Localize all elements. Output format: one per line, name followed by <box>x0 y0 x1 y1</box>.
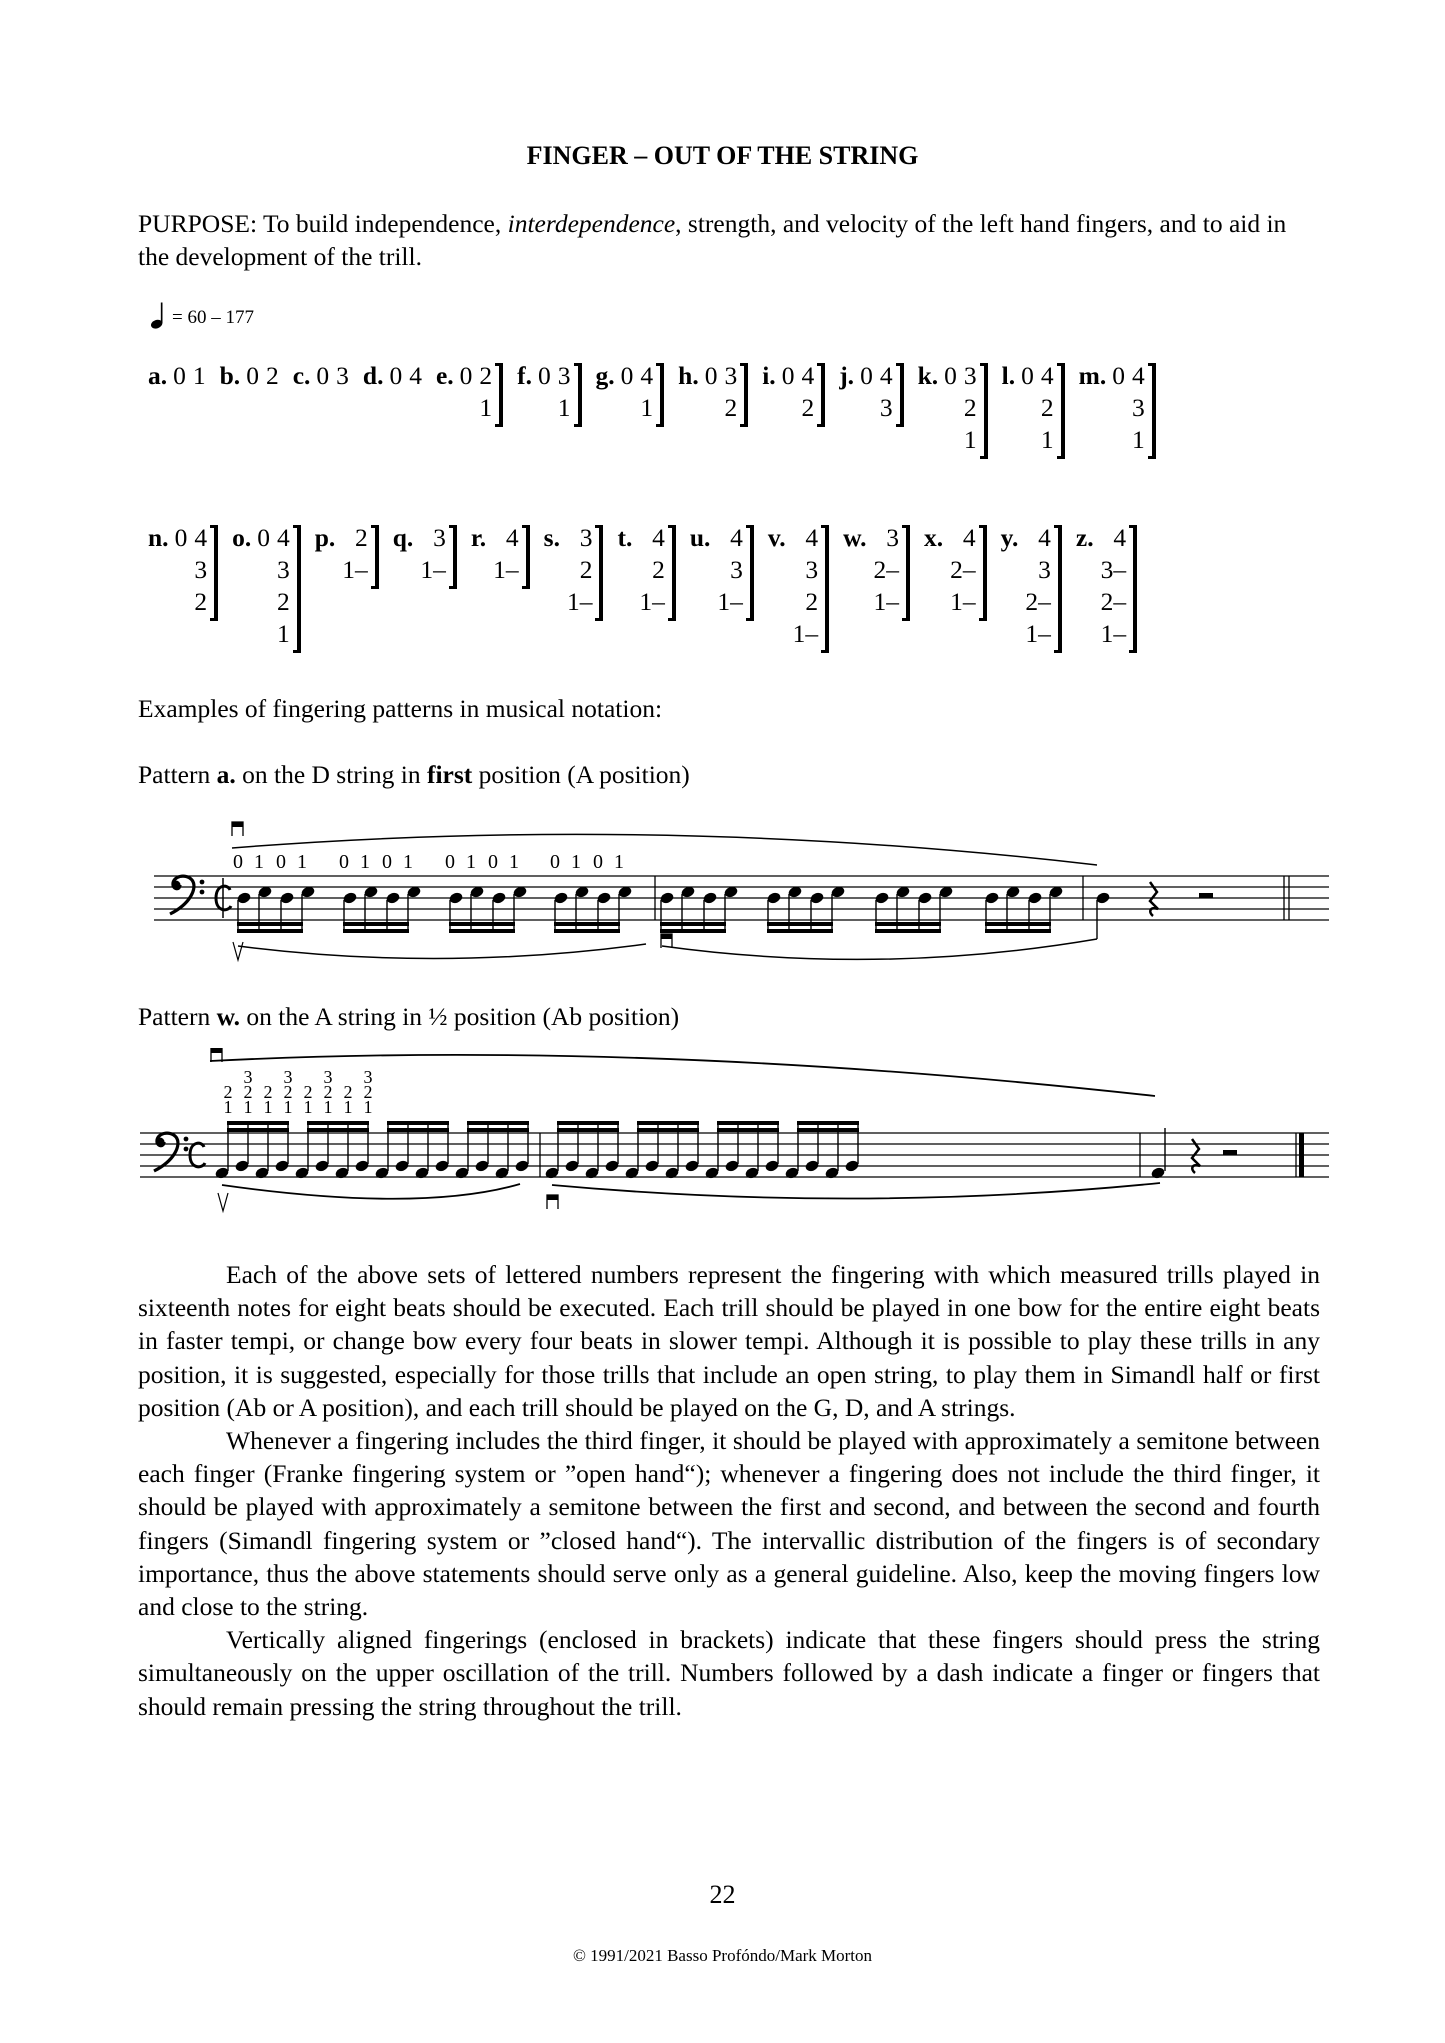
bracket-icon <box>574 363 582 427</box>
beam <box>227 1121 289 1125</box>
finger-stack <box>640 360 653 424</box>
bracket-icon <box>668 525 676 621</box>
fingering-number: 0 <box>339 851 349 873</box>
fingering-c <box>293 360 349 392</box>
open-string-number: 0 <box>944 361 957 390</box>
finger-stack <box>950 522 976 618</box>
finger-number: 1– <box>566 587 593 616</box>
fingering-j <box>839 360 903 427</box>
fingering-number: 2 <box>223 1082 233 1102</box>
fingering-label: t. <box>617 523 633 552</box>
page-title: FINGER – OUT OF THE STRING <box>526 141 919 170</box>
pattern-a-pre: Pattern <box>138 760 217 789</box>
finger-number: 1 <box>192 361 206 390</box>
finger-number: 1– <box>493 555 519 584</box>
fingering-label: l. <box>1001 361 1016 390</box>
finger-number: 4 <box>879 361 893 390</box>
finger-number: 2– <box>950 555 976 584</box>
finger-stack <box>409 360 422 392</box>
fingering-number: 1 <box>223 1097 233 1117</box>
purpose-italic: interdependence <box>507 209 676 238</box>
fingering-number: 3 <box>323 1067 333 1087</box>
bracket-icon <box>522 525 530 589</box>
finger-number: 3 <box>579 523 593 552</box>
bracket-icon <box>371 525 379 589</box>
finger-stack <box>1025 522 1051 650</box>
fingering-number: 1 <box>403 851 413 873</box>
finger-stack <box>793 522 819 650</box>
page-number: 22 <box>709 1880 736 1909</box>
down-bow-icon <box>232 822 243 836</box>
bracket-icon <box>293 525 301 653</box>
fingering-number: 1 <box>466 851 476 873</box>
open-string-number: 0 <box>173 361 186 390</box>
fingering-r <box>471 522 530 589</box>
fingering-row-1 <box>148 360 1328 459</box>
bracket-icon <box>656 363 664 427</box>
paragraph-1: Each of the above sets of lettered numbers represent the fingering with which measured trills played in sixteenth notes for eight beats should be executed. Each trill should be played in one bow for the entire eight beats in faster tempi, or change bow every four beats in slower tempi. Although it is possible to play these trills in any position, it is suggested, especially for those trills that include an open string, to play them in Simandl half or first position (Ab or A position), and each trill should be played on the G, D, and A strings. <box>138 1260 1320 1422</box>
finger-stack <box>558 360 571 424</box>
bracket-icon <box>210 525 218 621</box>
finger-number: 1– <box>639 587 665 616</box>
finger-stack <box>194 522 207 618</box>
beam <box>875 922 941 926</box>
finger-stack <box>874 522 900 618</box>
fingering-p <box>315 522 379 589</box>
finger-stack <box>1041 360 1054 456</box>
finger-number: 2 <box>724 393 738 422</box>
fingering-number: 3 <box>363 1067 373 1087</box>
up-bow-icon <box>233 942 243 960</box>
finger-stack <box>277 522 290 650</box>
finger-stack <box>193 360 206 392</box>
finger-number: 2 <box>805 587 819 616</box>
finger-number: 4 <box>640 361 654 390</box>
fingering-number: 1 <box>614 851 624 873</box>
finger-number: 3– <box>1100 555 1127 584</box>
fingering-label: e. <box>435 361 454 390</box>
finger-number: 3 <box>886 523 900 552</box>
fingering-label: y. <box>1000 523 1019 552</box>
fingering-number: 1 <box>509 851 519 873</box>
finger-number: 3 <box>1131 393 1145 422</box>
purpose-paragraph <box>138 207 1320 273</box>
finger-number: 1 <box>963 425 977 454</box>
beam <box>637 1128 699 1132</box>
fingering-number: 3 <box>243 1067 253 1087</box>
fingering-a <box>148 360 206 392</box>
beam <box>660 922 726 926</box>
open-string-number: 0 <box>174 523 188 552</box>
finger-number: 2 <box>652 555 665 584</box>
fingering-i <box>762 360 825 427</box>
purpose-rest: , strength, and velocity of the left hand fingers, and to aid in the development of the trill. <box>138 209 1287 271</box>
beam <box>387 1128 449 1132</box>
slur <box>552 1183 1160 1199</box>
fingering-label: f. <box>517 361 533 390</box>
beam <box>797 1128 859 1132</box>
beam <box>660 929 726 933</box>
beam <box>227 1128 289 1132</box>
beam <box>449 929 515 933</box>
bracket-icon <box>980 363 988 459</box>
open-string-number: 0 <box>459 361 473 390</box>
fingering-number: 0 <box>445 851 455 873</box>
paragraph-2: Whenever a fingering includes the third finger, it should be played with approximately a semitone between each finger (Franke fingering system or ”open hand“); whenever a fingering does not include the third finger, it should be played with approximately a semitone between the first and second, and between the second and fourth fingers (Simandl fingering system or ”closed hand“). The intervallic distribution of the fingers is of secondary importance, thus the above statements should serve only as a general guideline. Also, keep the moving fingers low and close to the string. <box>138 1426 1320 1622</box>
finger-stack <box>336 360 349 392</box>
finger-stack <box>479 360 492 424</box>
finger-number: 3 <box>276 555 290 584</box>
fingering-number: 1 <box>263 1097 273 1117</box>
fingering-label: r. <box>470 523 487 552</box>
bracket-icon <box>595 525 603 621</box>
beam <box>985 929 1051 933</box>
fingering-label: q. <box>392 523 414 552</box>
beam <box>237 929 303 933</box>
fingering-label: j. <box>839 361 855 390</box>
fingering-l <box>1002 360 1065 459</box>
open-string-number: 0 <box>389 361 403 390</box>
fingering-u <box>690 522 754 621</box>
finger-stack <box>964 360 977 456</box>
open-string-number: 0 <box>1112 361 1125 390</box>
bass-clef-icon <box>170 876 204 914</box>
finger-stack <box>342 522 368 586</box>
fingering-label: w. <box>843 523 867 552</box>
finger-number: 2 <box>963 393 977 422</box>
fingering-number: 0 <box>382 851 392 873</box>
finger-number: 1– <box>717 587 743 616</box>
note-head <box>1150 1166 1166 1180</box>
open-string-number: 0 <box>246 361 259 390</box>
open-string-number: 0 <box>316 361 330 390</box>
fingering-label: p. <box>314 523 336 552</box>
down-bow-icon <box>547 1195 558 1209</box>
bracket-icon <box>740 363 748 427</box>
half-rest-icon <box>1223 1150 1237 1155</box>
fingering-number: 1 <box>360 851 370 873</box>
finger-number: 2 <box>276 587 290 616</box>
bracket-icon <box>1129 525 1137 653</box>
pattern-a-mid: on the D string in <box>235 760 427 789</box>
pattern-w-pre: Pattern <box>138 1002 217 1031</box>
fingering-number: 1 <box>297 851 307 873</box>
finger-number: 4 <box>1040 361 1054 390</box>
finger-number: 4 <box>1131 361 1145 390</box>
finger-number: 2– <box>1025 587 1051 616</box>
bracket-icon <box>495 363 503 427</box>
finger-number: 3 <box>963 361 977 390</box>
fingering-number: 0 <box>593 851 603 873</box>
finger-number: 3 <box>805 555 819 584</box>
fingering-z <box>1076 522 1137 653</box>
beam <box>797 1121 859 1125</box>
finger-number: 3 <box>724 361 738 390</box>
finger-number: 4 <box>276 523 290 552</box>
finger-number: 1 <box>276 619 290 648</box>
open-string-number: 0 <box>1021 361 1034 390</box>
fingering-number: 0 <box>233 851 243 873</box>
quarter-note-icon <box>150 300 170 330</box>
finger-stack <box>266 360 279 392</box>
fingering-d <box>363 360 422 392</box>
fingering-label: z. <box>1075 523 1094 552</box>
tempo-marking <box>150 300 254 330</box>
pattern-w-letter: w. <box>216 1002 240 1031</box>
fingering-w <box>843 522 910 621</box>
beam <box>237 922 303 926</box>
finger-number: 2 <box>479 361 493 390</box>
fingering-number: 2 <box>303 1082 313 1102</box>
pattern-a-letter: a. <box>216 760 236 789</box>
fingering-number: 1 <box>254 851 264 873</box>
bracket-icon <box>746 525 754 621</box>
copyright: © 1991/2021 Basso Profóndo/Mark Morton <box>572 1946 873 1965</box>
fingering-label: v. <box>767 523 786 552</box>
fingering-label: g. <box>595 361 615 390</box>
beam <box>343 922 409 926</box>
pattern-a-post: position (A position) <box>472 760 690 789</box>
fingering-number: 2 <box>283 1082 293 1102</box>
pattern-a-position: first <box>426 760 473 789</box>
finger-number: 1– <box>1025 619 1051 648</box>
finger-stack <box>724 360 737 424</box>
beam <box>767 929 833 933</box>
finger-stack <box>639 522 665 618</box>
finger-stack <box>880 360 893 424</box>
finger-number: 2 <box>265 361 279 390</box>
bracket-icon <box>896 363 904 427</box>
fingering-number: 1 <box>323 1097 333 1117</box>
beam <box>554 929 620 933</box>
finger-number: 1– <box>1100 619 1127 648</box>
fingering-y <box>1001 522 1062 653</box>
fingering-number: 1 <box>363 1097 373 1117</box>
finger-number: 1 <box>479 393 493 422</box>
beam <box>307 1128 369 1132</box>
pattern-w-post: on the A string in ½ position (Ab position) <box>240 1002 680 1031</box>
fingering-row-2 <box>148 522 1328 653</box>
paragraph-3: Vertically aligned fingerings (enclosed in brackets) indicate that these fingers should press the string simultaneously on the upper oscillation of the trill. Numbers followed by a dash indicate a finger or fingers that should remain pressing the string throughout the trill. <box>138 1625 1320 1721</box>
fingering-number: 0 <box>488 851 498 873</box>
beam <box>985 922 1051 926</box>
finger-number: 1 <box>557 393 571 422</box>
pattern-a-caption <box>138 758 1320 791</box>
finger-number: 1 <box>1131 425 1145 454</box>
finger-number: 2 <box>1040 393 1054 422</box>
finger-number: 3 <box>1038 555 1051 584</box>
finger-number: 2 <box>579 555 593 584</box>
beam <box>875 929 941 933</box>
fingering-number: 1 <box>571 851 581 873</box>
open-string-number: 0 <box>257 523 270 552</box>
fingering-label: h. <box>678 361 699 390</box>
fingering-m <box>1079 360 1156 459</box>
fingering-f <box>517 360 581 427</box>
fingering-label: s. <box>543 523 560 552</box>
fingering-number: 1 <box>303 1097 313 1117</box>
bracket-icon <box>1054 525 1062 653</box>
finger-number: 2 <box>801 393 815 422</box>
finger-stack <box>567 522 593 618</box>
fingering-t <box>617 522 675 621</box>
finger-number: 2 <box>355 523 368 552</box>
tempo-text: = 60 – 177 <box>172 307 254 328</box>
fingering-number: 0 <box>276 851 286 873</box>
finger-number: 4 <box>805 523 819 552</box>
finger-number: 4 <box>194 523 208 552</box>
finger-number: 3 <box>730 555 743 584</box>
finger-number: 4 <box>801 361 815 390</box>
beam <box>717 1128 779 1132</box>
fingering-b <box>220 360 279 392</box>
finger-number: 4 <box>505 523 519 552</box>
finger-number: 2– <box>1100 587 1127 616</box>
beam <box>557 1128 619 1132</box>
finger-number: 4 <box>962 523 976 552</box>
final-bar-line <box>1299 1133 1304 1177</box>
beam <box>467 1128 529 1132</box>
fingering-o <box>232 522 301 653</box>
purpose-label: PURPOSE: To build independence, <box>138 209 508 238</box>
finger-number: 3 <box>194 555 208 584</box>
beam <box>307 1121 369 1125</box>
fingering-number: 2 <box>323 1082 333 1102</box>
finger-number: 4 <box>1038 523 1051 552</box>
slur <box>662 939 1097 959</box>
finger-stack <box>1132 360 1145 456</box>
pattern-w-caption <box>138 1000 1320 1033</box>
fingering-label: a. <box>148 361 168 390</box>
fingering-number: 2 <box>263 1082 273 1102</box>
fingering-n <box>148 522 218 621</box>
bracket-icon <box>1057 363 1065 459</box>
finger-number: 1 <box>1040 425 1054 454</box>
finger-number: 1– <box>873 587 900 616</box>
fingering-h <box>678 360 748 427</box>
finger-number: 4 <box>409 361 422 390</box>
bracket-icon <box>1148 363 1156 459</box>
bracket-icon <box>979 525 987 621</box>
open-string-number: 0 <box>860 361 873 390</box>
beam <box>449 922 515 926</box>
finger-number: 3 <box>433 523 446 552</box>
fingering-number: 1 <box>343 1097 353 1117</box>
finger-number: 1– <box>792 619 819 648</box>
finger-number: 1 <box>640 393 654 422</box>
fingering-k <box>918 360 988 459</box>
finger-number: 4 <box>1113 523 1127 552</box>
finger-number: 1– <box>950 587 976 616</box>
fingering-label: b. <box>219 361 241 390</box>
open-string-number: 0 <box>538 361 551 390</box>
finger-number: 1– <box>420 555 446 584</box>
finger-number: 4 <box>730 523 743 552</box>
fingering-s <box>544 522 604 621</box>
finger-number: 2– <box>873 555 900 584</box>
fingering-number: 1 <box>243 1097 253 1117</box>
finger-stack <box>717 522 743 618</box>
finger-stack <box>420 522 446 586</box>
fingering-number: 2 <box>363 1082 373 1102</box>
slur <box>238 944 646 959</box>
finger-number: 1– <box>342 555 368 584</box>
beam <box>717 1121 779 1125</box>
fingering-label: c. <box>292 361 311 390</box>
examples-section <box>138 692 1320 1723</box>
fingering-number: 1 <box>283 1097 293 1117</box>
bracket-icon <box>821 525 829 653</box>
beam <box>557 1121 619 1125</box>
bass-clef-icon <box>154 1133 188 1171</box>
beam <box>554 922 620 926</box>
finger-number: 2 <box>194 587 208 616</box>
fingering-number: 0 <box>550 851 560 873</box>
fingering-label: i. <box>762 361 776 390</box>
fingering-number: 3 <box>283 1067 293 1087</box>
bracket-icon <box>449 525 457 589</box>
beam <box>767 922 833 926</box>
bracket-icon <box>817 363 825 427</box>
fingering-e <box>436 360 503 427</box>
fingering-label: u. <box>689 523 711 552</box>
slur <box>222 1184 520 1199</box>
finger-number: 3 <box>879 393 893 422</box>
fingering-label: m. <box>1078 361 1107 390</box>
finger-stack <box>1101 522 1127 650</box>
fingering-label: o. <box>232 523 252 552</box>
up-bow-icon <box>218 1193 228 1211</box>
finger-number: 3 <box>557 361 571 390</box>
fingering-q <box>393 522 457 589</box>
examples-intro: Examples of fingering patterns in musical notation: <box>138 694 663 723</box>
pattern-a-staff <box>0 812 1445 992</box>
finger-number: 4 <box>652 523 665 552</box>
half-rest-icon <box>1199 893 1213 898</box>
finger-stack <box>801 360 814 424</box>
finger-stack <box>493 522 519 586</box>
fingering-label: n. <box>148 523 169 552</box>
fingering-g <box>596 360 665 427</box>
fingering-number: 2 <box>243 1082 253 1102</box>
fingering-label: x. <box>924 523 944 552</box>
fingering-number: 2 <box>343 1082 353 1102</box>
finger-number: 3 <box>336 361 349 390</box>
open-string-number: 0 <box>620 361 634 390</box>
pattern-w-staff <box>0 1048 1445 1238</box>
fingering-label: k. <box>917 361 939 390</box>
bracket-icon <box>902 525 910 621</box>
fingering-label: d. <box>362 361 384 390</box>
beam <box>467 1121 529 1125</box>
fingering-x <box>924 522 987 621</box>
fingering-v <box>768 522 829 653</box>
beam <box>343 929 409 933</box>
beam <box>387 1121 449 1125</box>
open-string-number: 0 <box>704 361 718 390</box>
beam <box>637 1121 699 1125</box>
open-string-number: 0 <box>781 361 795 390</box>
